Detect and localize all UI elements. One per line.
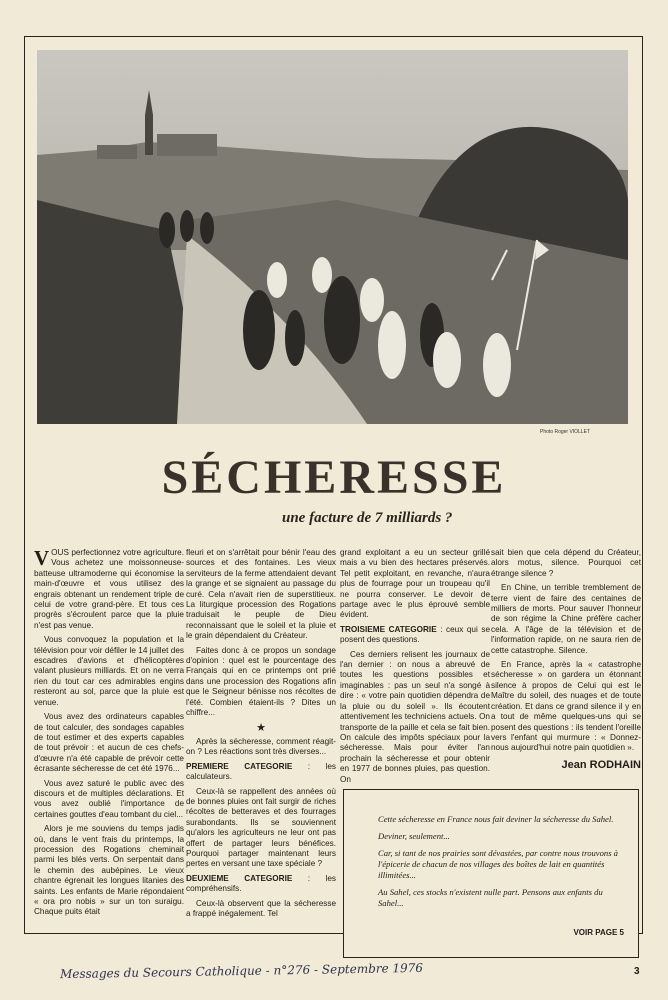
category-subtitle: : les compréhensifs. xyxy=(186,873,336,894)
author-signature: Jean RODHAIN xyxy=(561,758,641,771)
procession-photo-icon xyxy=(37,50,628,424)
paragraph: fleuri et on s'arrêtait pour bénir l'eau des sources et des fontaines. Les vieux serviteurs de la ferme attendaient devant la grange et se signaient au passage du curé. Cela n'avait rien de superstitieux. La liturgique procession des Rogations traduisait le peuple de Dieu reconnaissant que le soleil et la pluie et le grain dépendaient du Créateur. xyxy=(186,548,336,641)
article-column-3 xyxy=(340,548,490,789)
category-heading: PREMIERE CATEGORIE xyxy=(186,761,293,771)
paragraph: Après la sécheresse, comment réagit-on ? Les réactions sont très diverses... xyxy=(186,736,336,757)
category-subtitle: : les calculateurs. xyxy=(186,761,336,782)
paragraph: sait bien que cela dépend du Créateur, alors motus, silence. Pourquoi cet étrange silence ? xyxy=(491,548,641,578)
article-column-1 xyxy=(34,548,184,922)
box-line: Au Sahel, ces stocks n'existent nulle part. Pensons aux enfants du Sahel... xyxy=(378,887,603,908)
handwritten-annotation: Messages du Secours Catholique - n°276 - Septembre 1976 xyxy=(59,960,424,982)
paragraph: OUS perfectionnez votre agriculture. Vous achetez une moissonneuse-batteuse ultramoderne qui économise la main-d'œuvre et vous utilisez des engrais obtenant un rendement triple de celui de votre grand-père. Et tous ces progrès s'écroulent parce que la pluie n'est pas venue. xyxy=(34,548,184,630)
star-icon: ★ xyxy=(256,721,266,734)
paragraph: Vous avez des ordinateurs capables de tout calculer, des sondages capables de tout estimer et des experts capables de tout prévoir : et aucun de ces chefs-d'œuvre n'a été capable de prévoir cette écrasante sécheresse de cet été 1976... xyxy=(34,712,184,774)
paragraph: Faites donc à ce propos un sondage d'opinion : quel est le pourcentage des Français qui en ce printemps ont prié dans une procession des Rogations afin que le Seigneur bénisse nos récoltes de l'été. Combien étaient-ils ? Dites un chiffre... xyxy=(186,645,336,718)
box-line: Cette sécheresse en France nous fait deviner la sécheresse du Sahel. xyxy=(378,814,614,824)
headline-subtitle: une facture de 7 milliards ? xyxy=(282,510,453,526)
see-page-link[interactable]: VOIR PAGE 5 xyxy=(573,928,624,937)
paragraph: Vous convoquez la population et la télévision pour voir défiler le 14 juillet des escadres d'avions et d'hélicoptères valant plusieurs milliards. Et on ne verra rien du tout car ces admirables engins resteront au sol, parce que la pluie est venue. xyxy=(34,635,184,707)
category-heading: DEUXIEME CATEGORIE xyxy=(186,873,293,883)
box-line: Deviner, seulement... xyxy=(378,831,450,841)
sahel-box xyxy=(343,789,639,958)
paragraph: Vous avez saturé le public avec des discours et de multiples déclarations. Et vous avez oublié l'importance de certaines gouttes d'eau tombant du ciel... xyxy=(34,778,184,819)
photo-credit: Photo Roger VIOLLET xyxy=(540,429,591,435)
page-number: 3 xyxy=(634,966,640,977)
category-heading: TROISIEME CATEGORIE xyxy=(340,624,437,634)
procession-photo xyxy=(37,50,628,424)
paragraph: Ces derniers relisent les journaux de l'an dernier : on nous a abreuvé de toutes les questions possibles et imaginables : pas un seul n'a songé à dire : « votre pain quotidien dépendra de la pluie ou du soleil ». Ils écoutent attentivement les techniciens actuels. On transporte de la paille et cela se fait bien. On calcule des impôts spéciaux pour la sécheresse. Mais pour éviter l'an prochain la sécheresse et pour obtenir en 1977 de bonnes pluies, pas question. On xyxy=(340,649,490,784)
box-line: Car, si tant de nos prairies sont dévastées, par contre nous trouvons à l'épicerie de chacun de nos villages des boîtes de lait en quantités illimitées... xyxy=(378,848,618,880)
paragraph: grand exploitant a eu un secteur grillé mais a vu bien des hectares préservés. Tel petit exploitant, en revanche, n'aura plus de fourrage pour un troupeau qu'il ne pourra conserver. Le devoir de partage avec le plus éprouvé semble évident. xyxy=(340,548,490,620)
article-column-4 xyxy=(491,548,641,770)
paragraph: Alors je me souviens du temps jadis où, dans le vent frais du printemps, la procession des Rogations cheminait parmi les blés verts. On serpentait dans le chemin des aubépines. Le vieux chantre égrenait les longues litanies des saints. Les enfants de Marie répondaient « ora pro nobis » sur un ton suraigu. Chaque puits était xyxy=(34,824,184,917)
paragraph: En Chine, un terrible tremblement de terre vient de faire des centaines de milliers de morts. Pour sauver l'honneur de son régime la Chine préfère cacher cela. A l'âge de la télévision et de l'information rapide, on ne saura rien de cette catastrophe. Silence. xyxy=(491,583,641,655)
drop-cap: V xyxy=(34,546,50,570)
article-column-2 xyxy=(186,548,336,923)
category-subtitle: : ceux qui se posent des questions. xyxy=(340,624,490,645)
headline-title: SÉCHERESSE xyxy=(161,451,507,504)
paragraph: En France, après la « catastrophe sécheresse » on gardera un étonnant silence à propos de Celui qui est le Maître du soleil, des nuages et de toute création. Et dans ce grand silence il y en a tout de même quelques-uns qui se posent des questions : ils tendent l'oreille vers l'enfant qui murmure : « Donnez-nous aujourd'hui notre pain quotidien ». xyxy=(491,660,641,753)
paragraph: Ceux-là se rappellent des années où de bonnes pluies ont fait surgir de riches récoltes de betteraves et des fourrages surabondants. Ils se souviennent qu'alors les agriculteurs ne leur ont pas offert de partager leurs bénéfices. Pourquoi partager maintenant leurs pertes en versant une taxe spéciale ? xyxy=(186,786,336,869)
paragraph: Ceux-là observent que la sécheresse a frappé inégalement. Tel xyxy=(186,898,336,918)
